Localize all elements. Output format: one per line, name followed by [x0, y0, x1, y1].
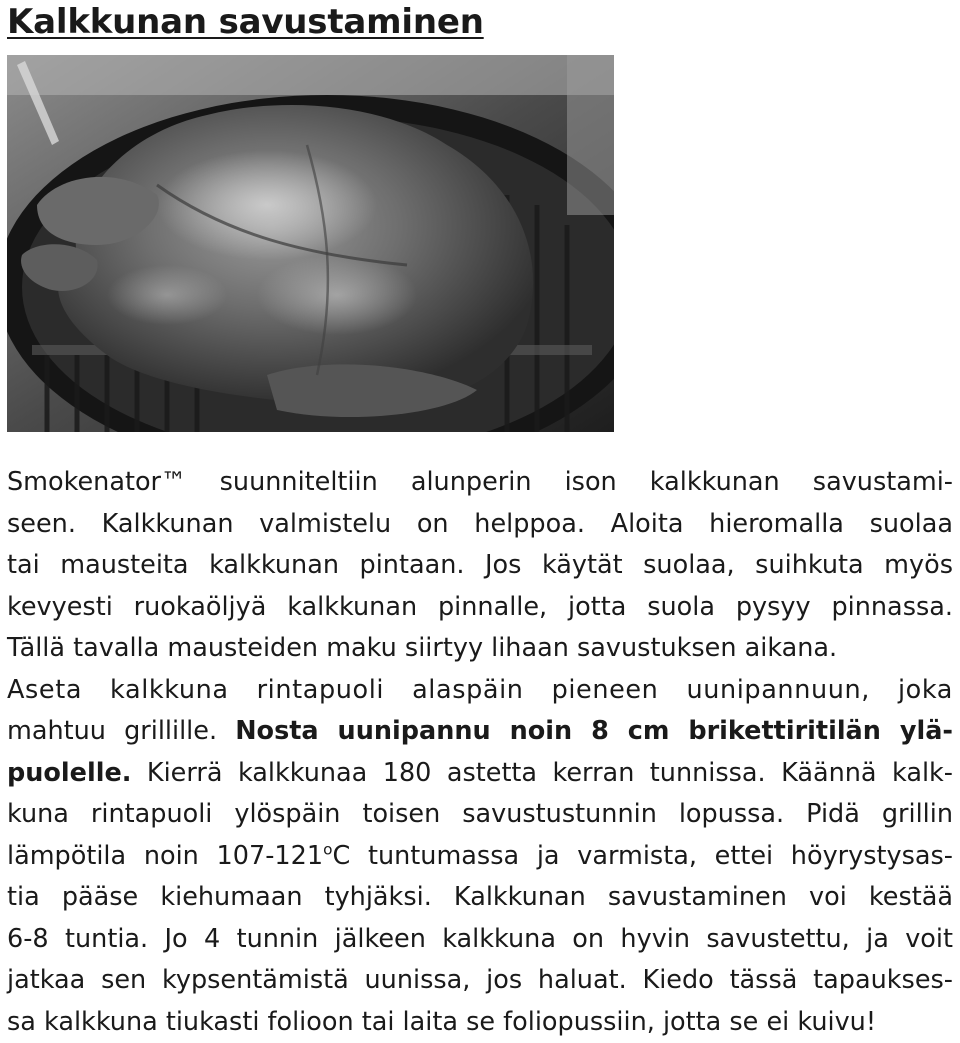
text-normal: Kierrä kalkkunaa 180 astetta kerran tunnissa. Käännä kalk- [131, 757, 953, 788]
text-normal: C tuntumassa ja varmista, ettei höyrystysas- [332, 840, 954, 871]
text-line: tia pääse kiehumaan tyhjäksi. Kalkkunan savustaminen voi kestää [7, 882, 953, 912]
text-line: jatkaa sen kypsentämistä uunissa, jos haluat. Kiedo tässä tapaukses- [7, 965, 953, 995]
text-line: kevyesti ruokaöljyä kalkkunan pinnalle, jotta suola pysyy pinnassa. [7, 591, 953, 622]
article-body [7, 462, 953, 1043]
degree-superscript: o [323, 840, 333, 858]
text-line: Smokenator™ suunniteltiin alunperin ison kalkkunan savustami- [7, 467, 953, 497]
turkey-image [7, 55, 614, 432]
text-line: tai mausteita kalkkunan pintaan. Jos käytät suolaa, suihkuta myös [7, 550, 953, 580]
turkey-photo [7, 55, 614, 432]
text-line [7, 753, 953, 795]
text-bold: puolelle. [7, 757, 132, 788]
text-line: Aseta kalkkuna rintapuoli alaspäin pieneen uunipannuun, joka [7, 674, 953, 705]
text-normal: mahtuu grillille. [7, 716, 236, 746]
text-line: sa kalkkuna tiukasti folioon tai laita se foliopussiin, jotta se ei kuivu! [7, 1006, 877, 1037]
text-line: kuna rintapuoli ylöspäin toisen savustustunnin lopussa. Pidä grillin [7, 799, 953, 829]
text-line [7, 711, 953, 753]
text-line: seen. Kalkkunan valmistelu on helppoa. Aloita hieromalla suolaa [7, 508, 953, 539]
text-line: 6-8 tuntia. Jo 4 tunnin jälkeen kalkkuna on hyvin savustettu, ja voit [7, 923, 953, 954]
text-bold: Nosta uunipannu noin 8 cm brikettiritilän ylä- [235, 716, 953, 746]
text-line: Tällä tavalla mausteiden maku siirtyy lihaan savustuksen aikana. [7, 633, 838, 663]
page-title: Kalkkunan savustaminen [7, 2, 484, 42]
text-normal: lämpötila noin 107-121 [7, 840, 324, 871]
text-line [7, 836, 953, 878]
